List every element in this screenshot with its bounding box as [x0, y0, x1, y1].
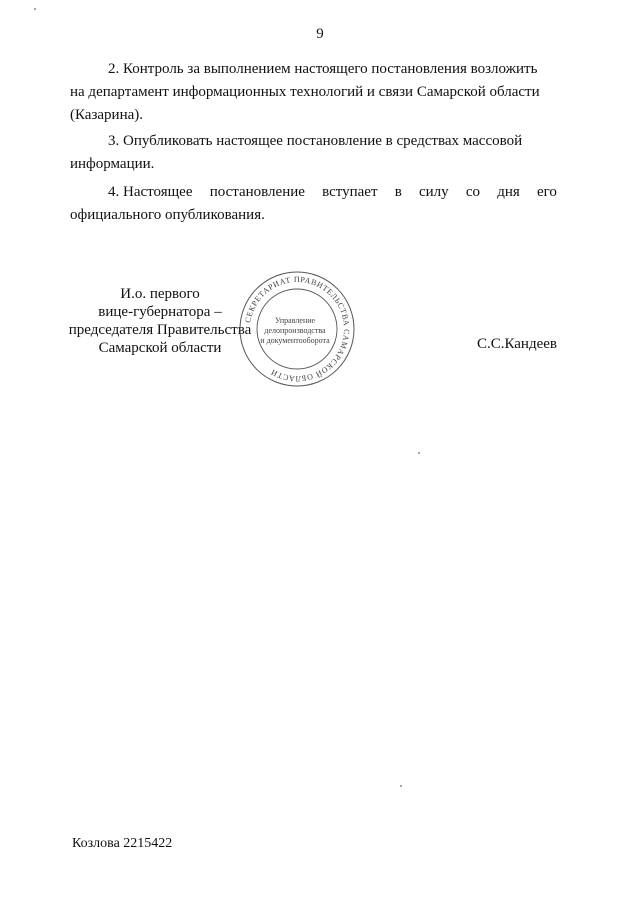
- signatory-title-line-1: И.о. первого: [120, 286, 200, 302]
- scan-speck: [34, 8, 36, 10]
- paragraph-2-line-3: (Казарина).: [70, 107, 144, 123]
- paragraph-4-line-1: [70, 181, 557, 204]
- paragraph-4-word: силу: [419, 184, 449, 200]
- executor-reference: Козлова 2215422: [72, 836, 173, 851]
- signatory-title: [60, 285, 260, 357]
- seal-ring-text: СЕКРЕТАРИАТ ПРАВИТЕЛЬСТВА САМАРСКОЙ ОБЛАСТИ: [243, 274, 352, 384]
- scan-speck: [400, 785, 402, 787]
- page-number: 9: [316, 26, 324, 42]
- seal-center-line-1: Управление: [274, 316, 316, 325]
- paragraph-3-line-1: 3. Опубликовать настоящее постановление в средствах массовой: [108, 133, 523, 149]
- paragraph-4: [70, 181, 557, 227]
- paragraph-4-word: 4. Настоящее: [108, 184, 193, 200]
- seal-center-line-2: делопроизводства: [264, 326, 326, 335]
- paragraph-4-word: со: [465, 184, 481, 200]
- scan-speck: [418, 452, 420, 454]
- paragraph-4-line-2: официального опубликования.: [70, 207, 265, 223]
- paragraph-4-word: его: [536, 184, 557, 200]
- signatory-title-line-2: вице-губернатора –: [98, 304, 222, 320]
- official-seal-stamp: [238, 268, 356, 390]
- paragraph-4-word: постановление: [209, 184, 305, 200]
- signatory-name: С.С.Кандеев: [476, 336, 557, 352]
- signatory-title-line-4: Самарской области: [98, 340, 222, 356]
- paragraph-2: [70, 58, 557, 127]
- paragraph-3-line-2: информации.: [70, 156, 155, 172]
- paragraph-3: [70, 130, 557, 176]
- signatory-title-line-3: председателя Правительства: [68, 322, 252, 338]
- paragraph-4-word: вступает: [322, 184, 378, 200]
- paragraph-4-word: дня: [497, 184, 520, 200]
- paragraph-2-line-1: 2. Контроль за выполнением настоящего постановления возложить: [108, 61, 538, 77]
- paragraph-2-line-2: на департамент информационных технологий и связи Самарской области: [70, 84, 540, 100]
- seal-center-line-3: и документооборота: [260, 336, 330, 345]
- paragraph-4-word: в: [394, 184, 402, 200]
